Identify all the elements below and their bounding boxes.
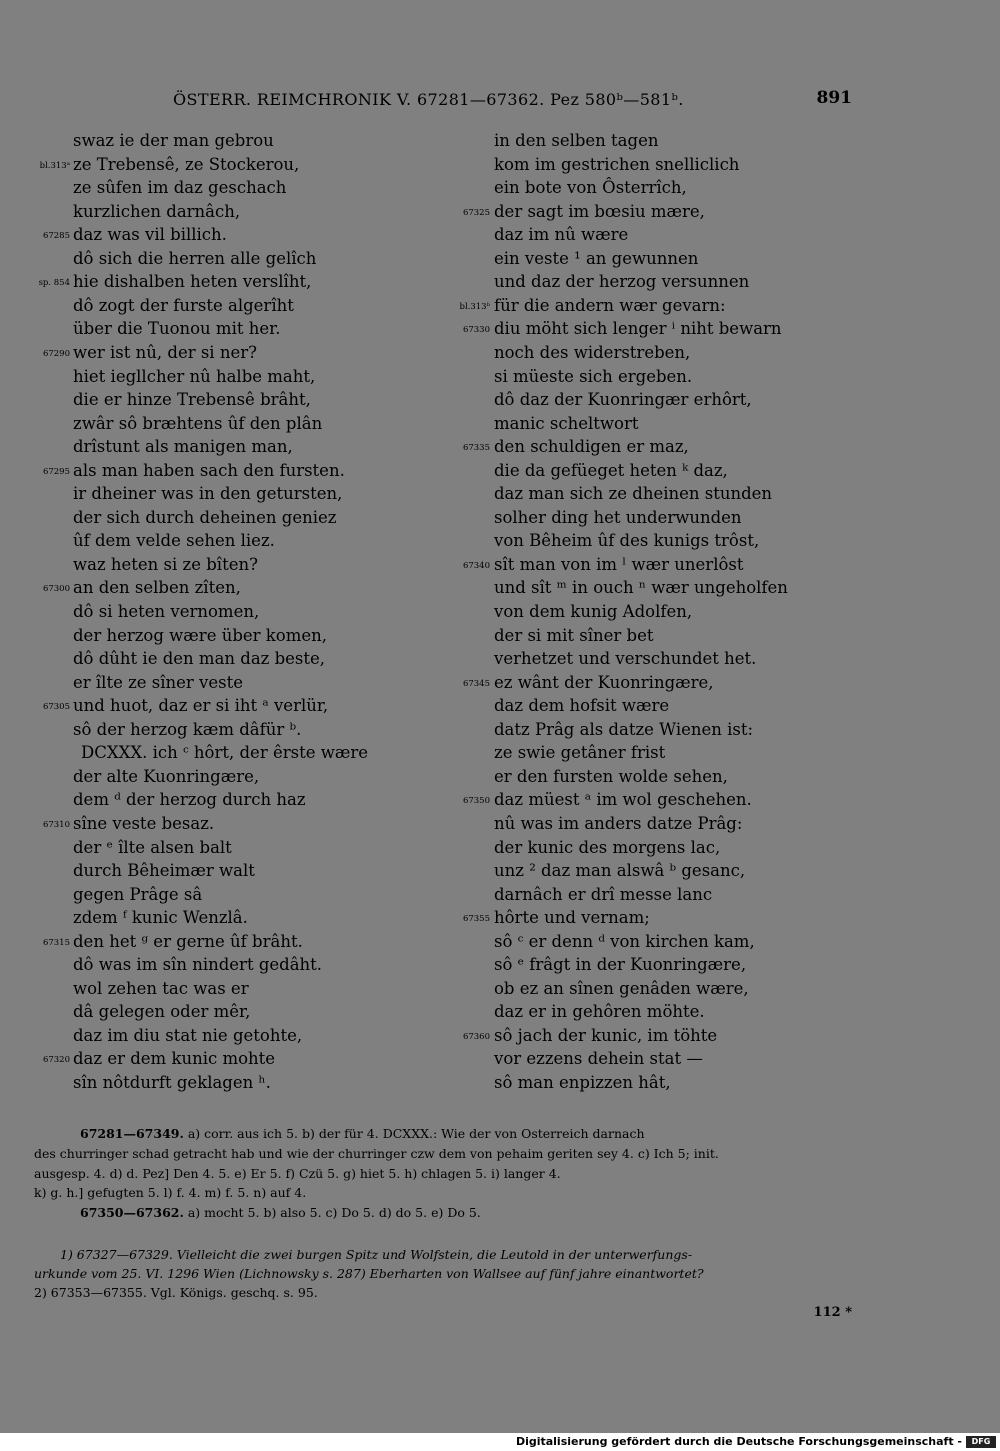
- verse-text: zdem ᶠ kunic Wenzlâ.: [73, 908, 248, 928]
- footnote-line: urkunde vom 25. VI. 1296 Wien (Lichnowsky s. 287) Eberharten von Wallsee auf fünf jahre einantwortet?: [34, 1266, 704, 1281]
- verse-text: der sich durch deheinen geniez: [73, 507, 337, 527]
- verse-text: daz dem hofsit wære: [494, 696, 670, 716]
- verse-text: wol zehen tac was er: [73, 978, 249, 998]
- verse-text: waz heten si ze bîten?: [73, 554, 258, 574]
- verse-text: der herzog wære über komen,: [73, 625, 328, 645]
- verse-text: wer ist nû, der si ner?: [73, 342, 257, 362]
- verse-text: unz ² daz man alswâ ᵇ gesanc,: [494, 861, 746, 881]
- verse-text: verhetzet und verschundet het.: [494, 649, 757, 669]
- footnote-line: 2) 67353—67355. Vgl. Königs. geschq. s. 95.: [34, 1285, 318, 1300]
- line-number: 67305: [42, 702, 70, 713]
- verse-text: diu möht sich lenger ⁱ niht bewarn: [494, 319, 782, 339]
- apparatus-range: 67281—67349.: [80, 1126, 184, 1141]
- verse-text: daz man sich ze dheinen stunden: [494, 484, 773, 504]
- line-number: 67335: [462, 443, 490, 454]
- verse-text: hie dishalben heten verslîht,: [73, 272, 312, 292]
- verse-text: ze Trebensê, ze Stockerou,: [73, 154, 300, 174]
- line-number: 67340: [462, 560, 490, 571]
- verse-text: dem ᵈ der herzog durch haz: [73, 790, 306, 810]
- line-number: 67350: [462, 796, 490, 807]
- verse-text: ir dheiner was in den getursten,: [73, 484, 343, 504]
- line-number: 67360: [462, 1031, 490, 1042]
- verse-text: DCXXX. ich ᶜ hôrt, der êrste wære: [81, 743, 369, 763]
- apparatus-line: 67350—67362. a) mocht 5. b) also 5. c) Do 5. d) do 5. e) Do 5.: [80, 1205, 481, 1221]
- verse-text: dô sich die herren alle gelîch: [73, 248, 317, 268]
- line-number: 67300: [42, 584, 70, 595]
- verse-text: sô der herzog kæm dâfür ᵇ.: [73, 719, 302, 739]
- critical-apparatus: [34, 1124, 856, 1223]
- verse-text: in den selben tagen: [494, 131, 659, 150]
- verse-text: datz Prâg als datze Wienen ist:: [494, 719, 754, 739]
- verse-text: die er hinze Trebensê brâht,: [73, 390, 311, 410]
- page-number: 891: [816, 88, 852, 108]
- verse-text: ze sûfen im daz geschach: [73, 178, 287, 198]
- line-number: 67355: [462, 914, 490, 925]
- verse-text: dâ gelegen oder mêr,: [73, 1002, 251, 1022]
- verse-text: daz er dem kunic mohte: [73, 1049, 276, 1069]
- verse-text: swaz ie der man gebrou: [73, 131, 274, 150]
- verse-text: solher ding het underwunden: [494, 507, 742, 527]
- apparatus-range: 67350—67362.: [80, 1205, 184, 1221]
- header-title: ÖSTERR. REIMCHRONIK V. 67281—67362. Pez 580ᵇ—581ᵇ.: [173, 90, 684, 109]
- line-number: 67320: [42, 1055, 70, 1066]
- verse-text: als man haben sach den fursten.: [73, 460, 345, 480]
- verse-text: daz müest ᵃ im wol geschehen.: [494, 790, 752, 810]
- apparatus-line: ausgesp. 4. d) d. Pez] Den 4. 5. e) Er 5. f) Czü 5. g) hiet 5. h) chlagen 5. i) langer 4.: [34, 1165, 561, 1181]
- verse-text: hiet iegllcher nû halbe maht,: [73, 366, 316, 386]
- verse-text: den het ᵍ er gerne ûf brâht.: [73, 931, 303, 951]
- verse-text: kom im gestrichen snelliclich: [494, 154, 740, 174]
- dfg-credit: Digitalisierung gefördert durch die Deutsche Forschungsgemeinschaft -: [515, 1435, 962, 1448]
- verse-text: sô jach der kunic, im töhte: [494, 1025, 718, 1045]
- verse-text: sô ᵉ frâgt in der Kuonringære,: [494, 955, 747, 975]
- verse-text: für die andern wær gevarn:: [494, 295, 726, 315]
- line-number: bl.313ᵃ: [39, 160, 70, 171]
- apparatus-line: des churringer schad getracht hab und wie der churringer czw dem von pehaim geriten sey 4. c) Ich 5; init.: [34, 1145, 719, 1161]
- verse-text: gegen Prâge sâ: [73, 884, 203, 904]
- verse-text: dô zogt der furste algerîht: [73, 295, 294, 315]
- verse-text: von Bêheim ûf des kunigs trôst,: [494, 531, 760, 551]
- verse-text: dô dûht ie den man daz beste,: [73, 649, 326, 669]
- verse-text: der kunic des morgens lac,: [494, 837, 721, 857]
- verse-text: hôrte und vernam;: [494, 908, 650, 928]
- verse-text: ez wânt der Kuonringære,: [494, 672, 714, 692]
- line-number: 67345: [462, 678, 490, 689]
- dfg-logo-icon: DFG: [966, 1436, 996, 1448]
- verse-text: kurzlichen darnâch,: [73, 201, 241, 221]
- line-number: 67290: [42, 348, 70, 359]
- verse-text: nû was im anders datze Prâg:: [494, 813, 743, 833]
- verse-text: daz im nû wære: [494, 225, 629, 245]
- verse-text: und sît ᵐ in ouch ⁿ wær ungeholfen: [494, 578, 788, 598]
- verse-text: dô was im sîn nindert gedâht.: [73, 955, 323, 975]
- line-number: 67310: [42, 819, 70, 830]
- verse-text: noch des widerstreben,: [494, 342, 691, 362]
- verse-text: si müeste sich ergeben.: [494, 366, 693, 386]
- verse-text: von dem kunig Adolfen,: [494, 602, 693, 621]
- apparatus-line: 67281—67349. a) corr. aus ich 5. b) der für 4. DCXXX.: Wie der von Osterreich darnach: [80, 1126, 645, 1141]
- footnotes: [34, 1245, 856, 1302]
- verse-text: daz im diu stat nie getohte,: [73, 1025, 303, 1045]
- verse-text: und daz der herzog versunnen: [494, 272, 750, 292]
- verse-text: ûf dem velde sehen liez.: [73, 531, 275, 551]
- verse-text: durch Bêheimær walt: [73, 861, 255, 881]
- verse-text: sîn nôtdurft geklagen ʰ.: [73, 1073, 271, 1092]
- verse-text: daz was vil billich.: [73, 225, 227, 245]
- line-number: 67330: [462, 325, 490, 336]
- line-number: 67315: [42, 937, 70, 948]
- verse-text: daz er in gehôren möhte.: [494, 1002, 705, 1022]
- running-header: [70, 90, 860, 114]
- verse-text: den schuldigen er maz,: [494, 437, 689, 457]
- verse-text: sô ᶜ er denn ᵈ von kirchen kam,: [494, 931, 755, 951]
- verse-text: die da gefüeget heten ᵏ daz,: [494, 460, 728, 480]
- verse-text: er îlte ze sîner veste: [73, 672, 244, 692]
- verse-text: sît man von im ˡ wær unerlôst: [494, 554, 744, 574]
- verse-text: dô daz der Kuonringær erhôrt,: [494, 390, 752, 410]
- line-number: 67295: [42, 466, 70, 477]
- verse-text: der sagt im bœsiu mære,: [494, 201, 705, 221]
- verse-text: ein bote von Ôsterrîch,: [494, 178, 687, 198]
- line-number: bl.313ᵇ: [459, 301, 490, 312]
- verse-text: der alte Kuonringære,: [73, 766, 260, 786]
- verse-text: und huot, daz er si iht ᵃ verlür,: [73, 696, 329, 716]
- verse-text: der ᵉ îlte alsen balt: [73, 837, 232, 857]
- verse-text: über die Tuonou mit her.: [73, 319, 281, 339]
- verse-text: sîne veste besaz.: [73, 813, 215, 833]
- verse-text: er den fursten wolde sehen,: [494, 766, 728, 786]
- signature-mark: 112 *: [813, 1305, 852, 1320]
- verse-text: ein veste ¹ an gewunnen: [494, 248, 699, 268]
- verse-text: drîstunt als manigen man,: [73, 437, 293, 457]
- verse-text: an den selben zîten,: [73, 578, 241, 598]
- verse-text: ze swie getâner frist: [494, 743, 666, 763]
- line-number: 67325: [462, 207, 490, 218]
- verse-text: vor ezzens dehein stat —: [494, 1049, 703, 1069]
- verse-text: darnâch er drî messe lanc: [494, 884, 713, 904]
- verse-text: sô man enpizzen hât,: [494, 1073, 671, 1092]
- line-number: sp. 854: [38, 278, 70, 289]
- line-number: 67285: [42, 231, 70, 242]
- verse-text: zwâr sô bræhtens ûf den plân: [73, 413, 323, 433]
- verse-text: ob ez an sînen genâden wære,: [494, 978, 749, 998]
- apparatus-line: k) g. h.] gefugten 5. l) f. 4. m) f. 5. n) auf 4.: [34, 1185, 307, 1201]
- verse-text: manic scheltwort: [494, 413, 639, 433]
- verse-text: dô si heten vernomen,: [73, 602, 260, 621]
- verse-text: der si mit sîner bet: [494, 625, 654, 645]
- footnote-line: 1) 67327—67329. Vielleicht die zwei burgen Spitz und Wolfstein, die Leutold in der unterwerfungs-: [60, 1247, 693, 1262]
